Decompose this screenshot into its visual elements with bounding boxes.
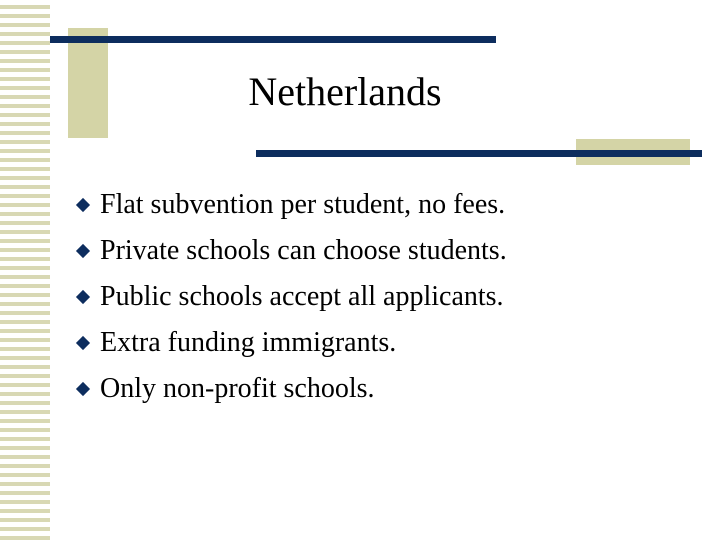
diamond-bullet-icon [76, 290, 90, 304]
bullet-item [76, 366, 507, 412]
navy-rule-top [50, 36, 496, 43]
olive-accent-block-left [68, 28, 108, 138]
slide-title: Netherlands [248, 69, 442, 114]
diamond-bullet-icon [76, 382, 90, 396]
striped-margin-decoration [0, 0, 50, 540]
bullet-text: Extra funding immigrants. [100, 327, 397, 358]
bullet-text: Public schools accept all applicants. [100, 281, 504, 312]
diamond-bullet-icon [76, 336, 90, 350]
bullet-item [76, 228, 507, 274]
bullet-text: Flat subvention per student, no fees. [100, 189, 506, 220]
bullet-item [76, 320, 507, 366]
diamond-bullet-icon [76, 244, 90, 258]
bullet-item [76, 274, 507, 320]
bullet-text: Private schools can choose students. [100, 235, 507, 266]
navy-rule-bottom [256, 150, 702, 157]
bullet-text: Only non-profit schools. [100, 373, 375, 404]
diamond-bullet-icon [76, 198, 90, 212]
bullet-list [76, 182, 507, 412]
bullet-item [76, 182, 507, 228]
